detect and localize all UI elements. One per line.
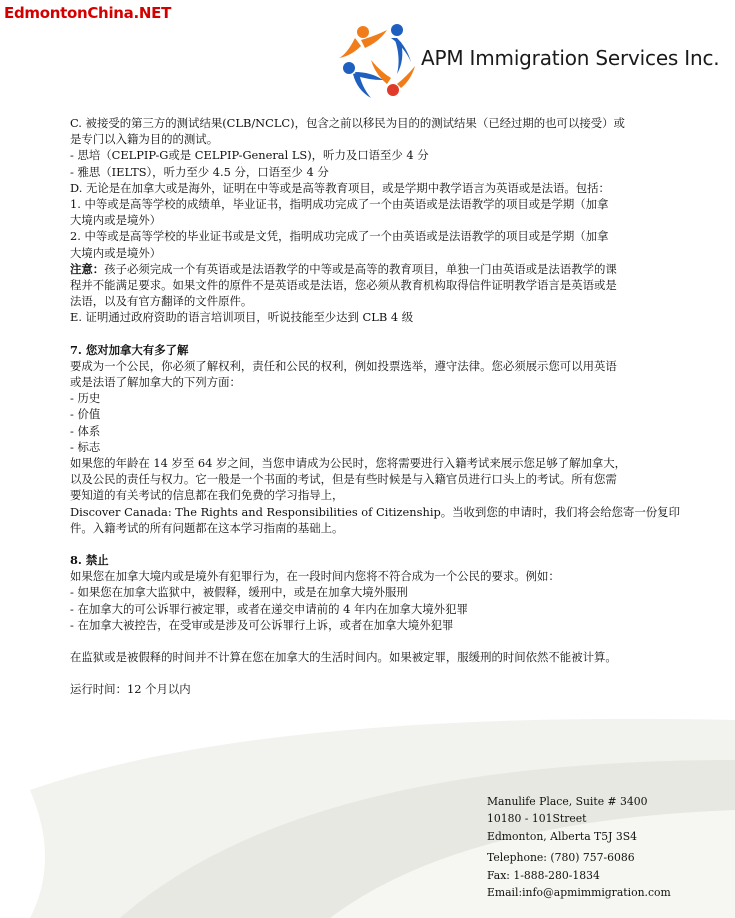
body-line: 程并不能满足要求。如果文件的原件不是英语或是法语，您必须从教育机构取得信件证明教学语言是英语或是 xyxy=(70,278,617,293)
body-line: 或是法语了解加拿大的下列方面： xyxy=(70,375,241,390)
email: Email:info@apmimmigration.com xyxy=(487,886,671,900)
processing-time: 运行时间：12 个月以内 xyxy=(70,682,191,697)
company-header xyxy=(335,18,725,106)
address-line: Manulife Place, Suite # 3400 xyxy=(487,795,648,808)
body-line: C. 被接受的第三方的测试结果(CLB/NCLC)，包含之前以移民为目的的测试结果（已经过期的也可以接受）或 xyxy=(70,116,625,130)
figure-head-red-icon xyxy=(387,84,399,96)
section-8-title: 8. 禁止 xyxy=(70,553,109,568)
note-text: 孩子必须完成一个有英语或是法语教学的中等或是高等的教育项目，单独一门由英语或是法语教学的课 xyxy=(104,261,617,276)
body-line: 如果您在加拿大境内或是境外有犯罪行为，在一段时间内您将不符合成为一个公民的要求。例如： xyxy=(70,569,560,584)
contact-footer xyxy=(487,793,671,901)
list-item: - 如果您在加拿大监狱中，被假释，缓刑中，或是在加拿大境外服刑 xyxy=(70,585,408,600)
body-line: - 思培（CELPIP-G或是 CELPIP-General LS)，听力及口语至少 4 分 xyxy=(70,148,429,163)
body-line: 是专门以入籍为目的的测试。 xyxy=(70,132,219,147)
list-item: - 标志 xyxy=(70,439,101,454)
telephone: Telephone: (780) 757-6086 xyxy=(487,851,635,865)
address-line: Edmonton, Alberta T5J 3S4 xyxy=(487,829,638,843)
list-item: - 在加拿大的可公诉罪行被定罪，或者在递交申请前的 4 年内在加拿大境外犯罪 xyxy=(70,601,468,616)
body-line: 1. 中等或是高等学校的成绩单，毕业证书，指明成功完成了一个由英语或是法语教学的项目或是学期（加拿 xyxy=(70,197,609,212)
address-line: 10180 - 101Street xyxy=(487,812,587,826)
body-line: 如果您的年龄在 14 岁至 64 岁之间，当您申请成为公民时，您将需要进行入籍考试来展示您足够了解加拿大， xyxy=(70,456,627,471)
figure-head-blue-icon xyxy=(391,24,403,36)
body-line: 2. 中等或是高等学校的毕业证书或是文凭，指明成功完成了一个由英语或是法语教学的项目或是学期（加拿 xyxy=(70,229,609,244)
figure-head-orange-icon xyxy=(357,26,369,38)
body-line: 要知道的有关考试的信息都在我们免费的学习指导上， xyxy=(70,488,344,503)
note-label: 注意： xyxy=(70,261,105,276)
list-item: - 在加拿大被控告，在受审或是涉及可公诉罪行上诉，或者在加拿大境外犯罪 xyxy=(70,617,454,632)
list-item: - 体系 xyxy=(70,423,101,438)
body-line: 大境内或是境外） xyxy=(70,213,162,228)
body-line: 法语，以及有官方翻译的文件原件。 xyxy=(70,294,253,309)
company-name: APM Immigration Services Inc. xyxy=(421,46,720,70)
list-item: - 历史 xyxy=(70,391,101,406)
document-body xyxy=(70,115,680,698)
note-paragraph xyxy=(70,261,680,277)
body-line: - 雅思（IELTS），听力至少 4.5 分，口语至少 4 分 xyxy=(70,164,329,179)
body-line: Discover Canada: The Rights and Responsibilities of Citizenship。当收到您的申请时，我们将会给您寄一份复印 xyxy=(70,504,680,519)
apm-logo-icon xyxy=(335,18,421,106)
body-line: 要成为一个公民，你必须了解权利，责任和公民的权利，例如投票选举，遵守法律。您必须展示您可以用英语 xyxy=(70,358,617,373)
section-7-title: 7. 您对加拿大有多了解 xyxy=(70,342,189,357)
body-line: D. 无论是在加拿大或是海外，证明在中等或是高等教育项目，或是学期中教学语言为英语或是法语。包括： xyxy=(70,180,610,195)
body-line: 以及公民的责任与权力。它一般是一个书面的考试，但是有些时候是与入籍官员进行口头上的考试。所有您需 xyxy=(70,472,617,487)
fax: Fax: 1-888-280-1834 xyxy=(487,868,600,882)
body-line: 件。入籍考试的所有问题都在这本学习指南的基础上。 xyxy=(70,520,344,535)
body-line: E. 证明通过政府资助的语言培训项目，听说技能至少达到 CLB 4 级 xyxy=(70,310,414,325)
site-watermark: EdmontonChina.NET xyxy=(4,4,172,22)
figure-head-blue-left-icon xyxy=(343,62,355,74)
body-line: 大境内或是境外） xyxy=(70,245,162,260)
list-item: - 价值 xyxy=(70,407,101,422)
closing-paragraph: 在监狱或是被假释的时间并不计算在您在加拿大的生活时间内。如果被定罪，服缓刑的时间依然不能被计算。 xyxy=(70,650,617,665)
